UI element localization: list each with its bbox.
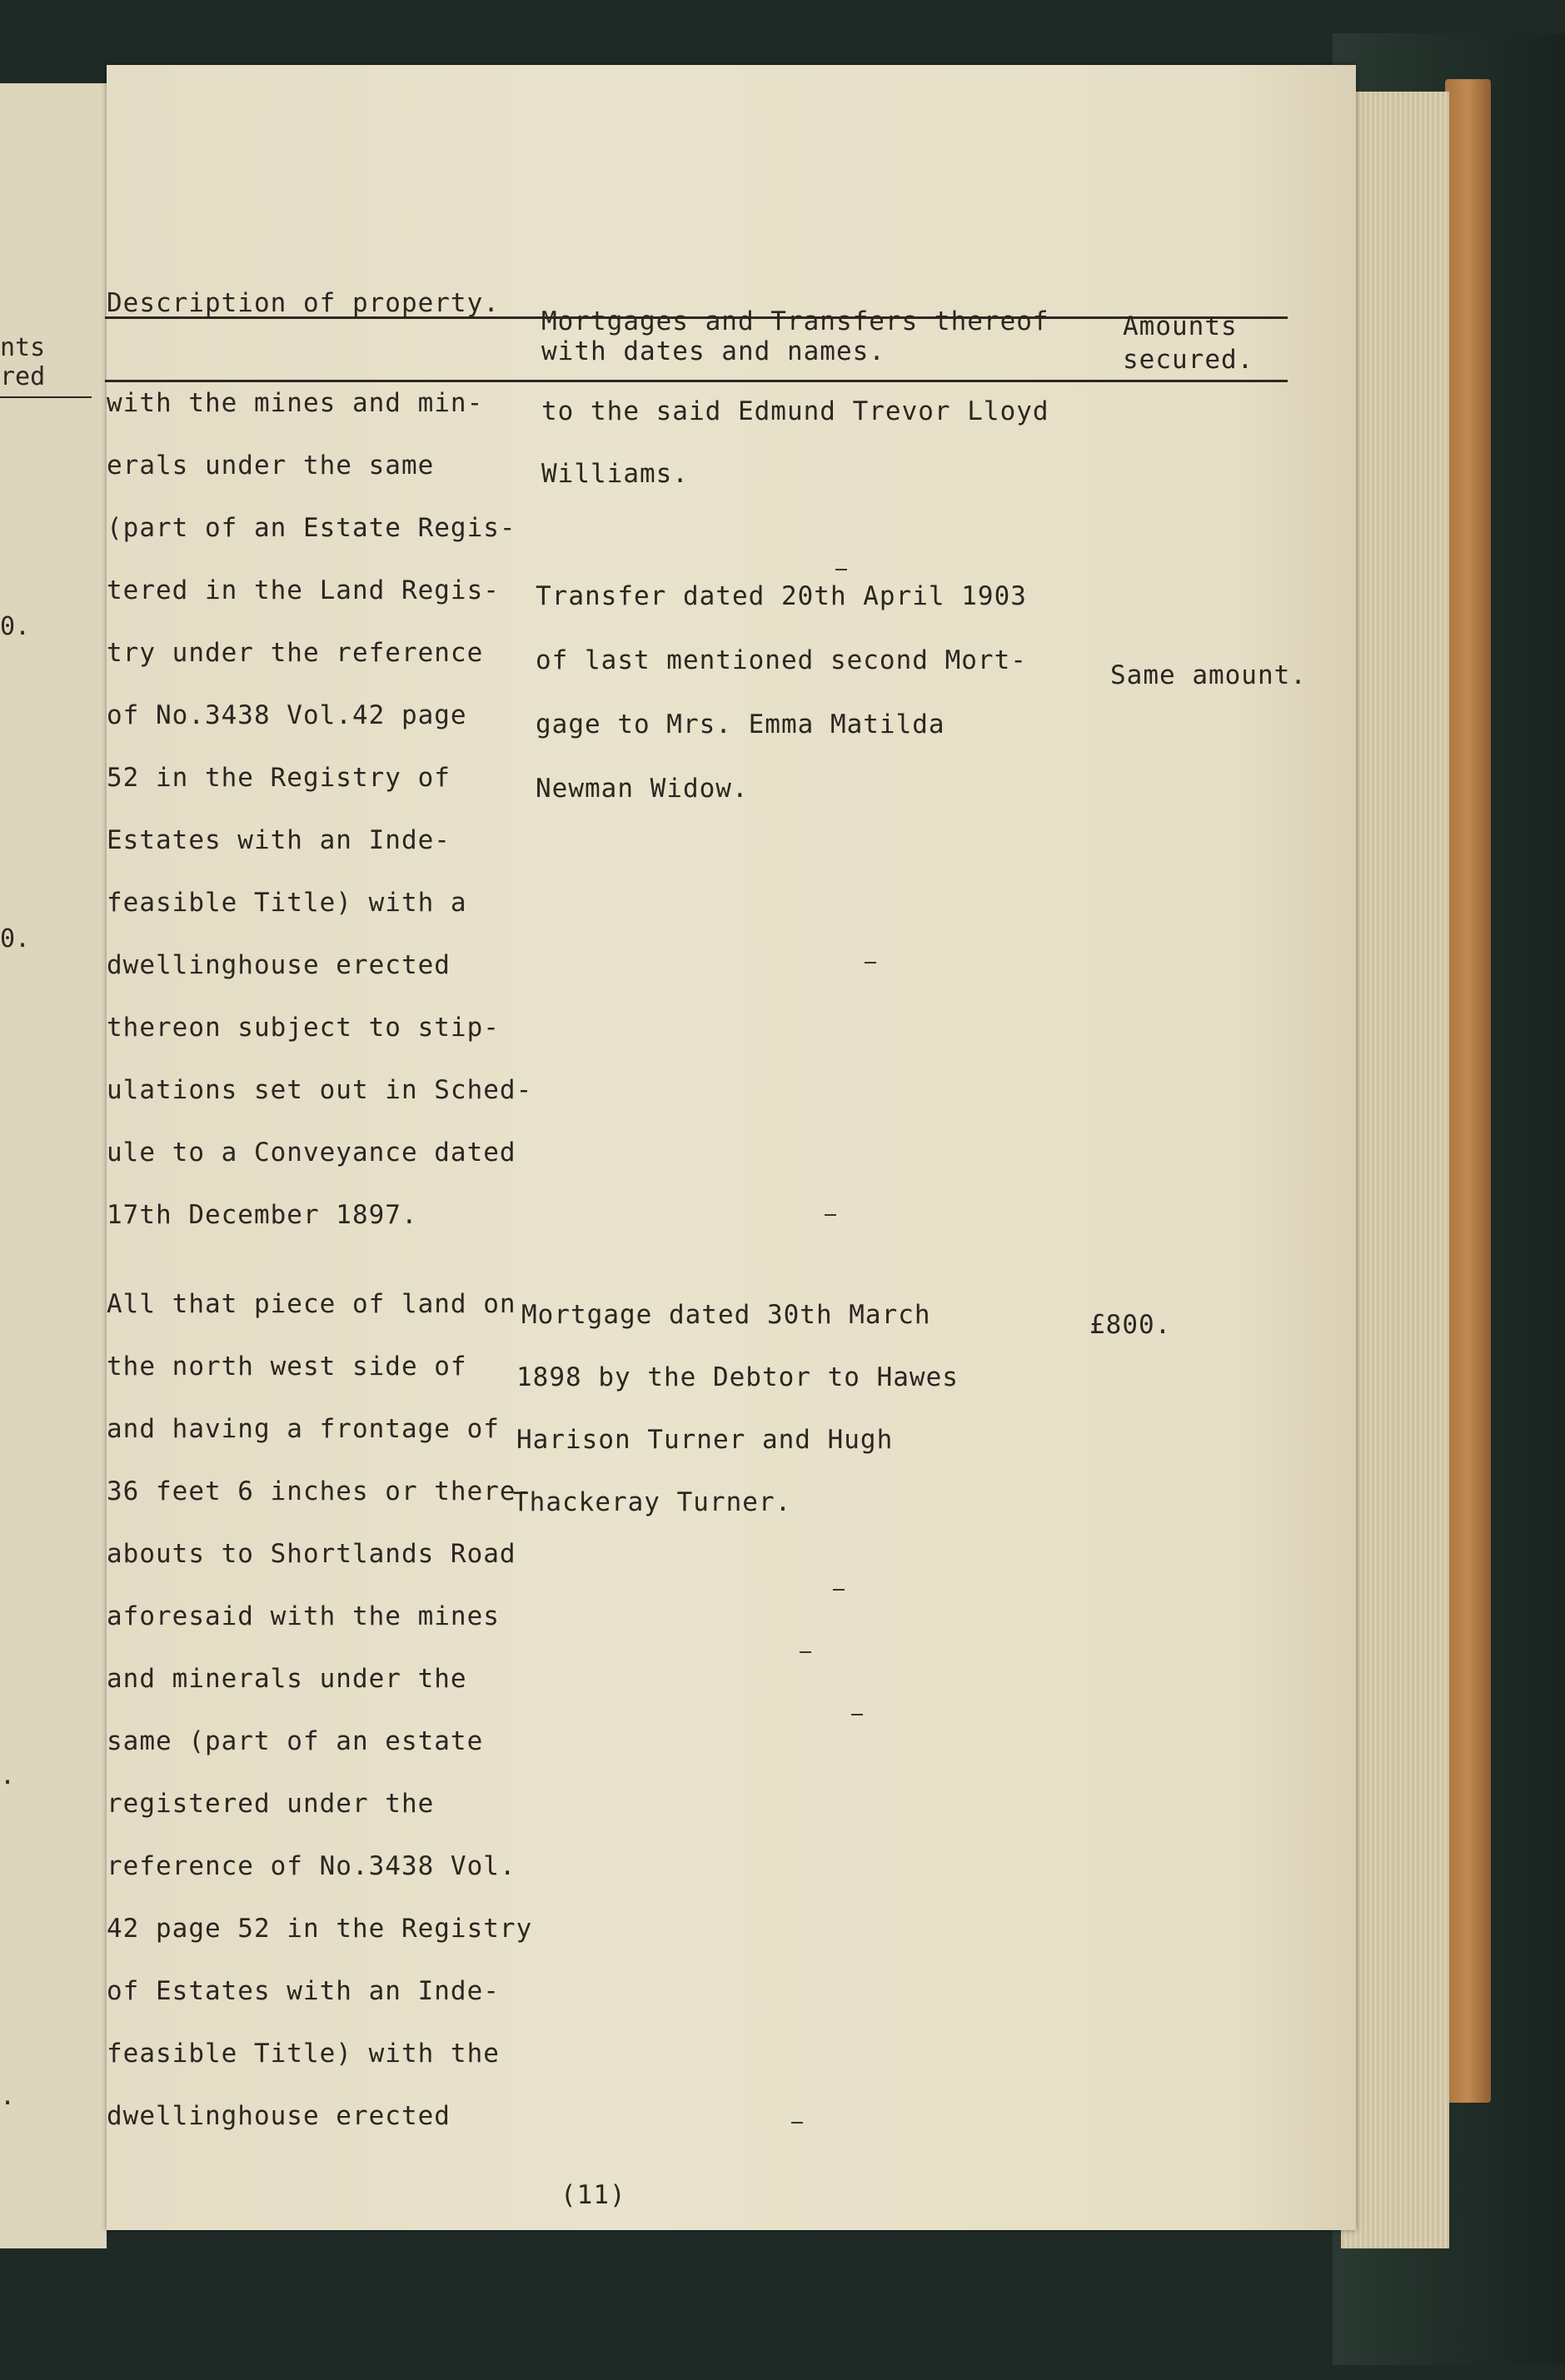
description-line: ulations set out in Sched- [107, 1075, 533, 1105]
description-line: 36 feet 6 inches or there- [107, 1476, 533, 1506]
dash-mark [800, 1651, 811, 1653]
dash-mark [835, 569, 847, 570]
page-stack [1341, 92, 1449, 2248]
header-amounts-line2: secured. [1123, 345, 1254, 375]
left-fragment: red [0, 362, 46, 391]
dash-mark [833, 1589, 845, 1591]
mortgage-line: Williams. [541, 459, 689, 489]
left-page [0, 83, 107, 2248]
left-fragment: 0. [0, 612, 31, 641]
mortgage-line: gage to Mrs. Emma Matilda [536, 710, 945, 739]
description-line: 42 page 52 in the Registry [107, 1914, 533, 1944]
description-line: try under the reference [107, 638, 484, 668]
mortgage-line: of last mentioned second Mort- [536, 645, 1027, 675]
mortgage-line: Thackeray Turner. [513, 1487, 792, 1517]
description-line: All that piece of land on [107, 1289, 516, 1319]
description-line: (part of an Estate Regis- [107, 513, 516, 543]
mortgage-line: to the said Edmund Trevor Lloyd [541, 396, 1049, 426]
ledger-page [107, 65, 1356, 2230]
header-amounts-line1: Amounts [1123, 311, 1238, 341]
description-line: and having a frontage of [107, 1414, 500, 1444]
mortgage-line: 1898 by the Debtor to Hawes [516, 1362, 959, 1392]
mortgage-line: Harison Turner and Hugh [516, 1425, 894, 1455]
description-line: 52 in the Registry of [107, 763, 451, 793]
description-line: feasible Title) with the [107, 2039, 500, 2069]
dash-mark [825, 1214, 836, 1216]
left-fragment: 0. [0, 924, 31, 953]
description-line: dwellinghouse erected [107, 2101, 451, 2131]
description-line: of No.3438 Vol.42 page [107, 700, 467, 730]
mortgage-line: Mortgage dated 30th March [521, 1300, 931, 1330]
amount-same: Same amount. [1110, 660, 1307, 690]
description-line: 17th December 1897. [107, 1200, 418, 1230]
description-line: feasible Title) with a [107, 888, 467, 918]
header-mortgages-line2: with dates and names. [541, 336, 885, 366]
mortgage-line: Transfer dated 20th April 1903 [536, 581, 1027, 611]
description-line: same (part of an estate [107, 1726, 484, 1756]
header-mortgages-line1: Mortgages and Transfers thereof [541, 306, 1049, 336]
description-line: and minerals under the [107, 1664, 467, 1694]
description-line: Estates with an Inde- [107, 825, 451, 855]
description-line: ule to a Conveyance dated [107, 1138, 516, 1168]
amount-800: £800. [1089, 1310, 1172, 1340]
description-line: registered under the [107, 1789, 435, 1819]
description-line: the north west side of [107, 1352, 467, 1382]
description-line: reference of No.3438 Vol. [107, 1851, 516, 1881]
description-line: aforesaid with the mines [107, 1601, 500, 1631]
description-line: with the mines and min- [107, 388, 484, 418]
left-fragment: . [0, 1761, 16, 1790]
mortgage-line: Newman Widow. [536, 774, 749, 804]
header-rule-bottom [105, 380, 1288, 382]
page-number: (11) [561, 2180, 626, 2210]
left-fragment: . [0, 2082, 16, 2111]
description-line: thereon subject to stip- [107, 1013, 500, 1043]
dash-mark [851, 1714, 863, 1715]
description-line: dwellinghouse erected [107, 950, 451, 980]
dash-mark [865, 962, 876, 963]
left-margin-rule [0, 396, 92, 398]
description-line: abouts to Shortlands Road [107, 1539, 516, 1569]
page-edge-tab [1445, 79, 1491, 2103]
description-line: tered in the Land Regis- [107, 575, 500, 605]
description-line: of Estates with an Inde- [107, 1976, 500, 2006]
description-line: erals under the same [107, 451, 435, 480]
left-fragment: nts [0, 333, 46, 362]
dash-mark [791, 2122, 803, 2124]
header-description: Description of property. [107, 288, 500, 318]
